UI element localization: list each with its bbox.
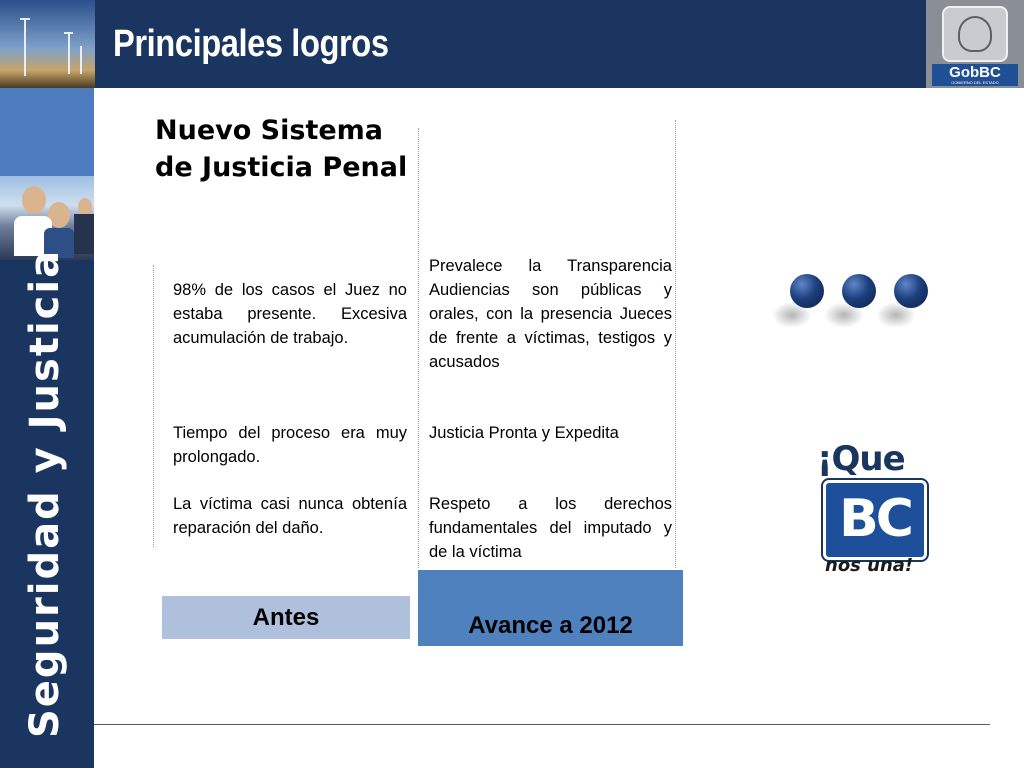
avance-label-box bbox=[418, 570, 683, 646]
page-title: Principales logros bbox=[113, 23, 389, 65]
sidebar-accent-block bbox=[0, 88, 94, 176]
antes-column-2 bbox=[173, 421, 407, 469]
antes-column-3 bbox=[173, 492, 407, 540]
avance-item: Prevalece la Transparencia Audiencias son públicas y orales, con la presencia Jueces de frente a víctimas, testigos y acusados bbox=[429, 257, 672, 371]
avance-item: Respeto a los derechos fundamentales del imputado y de la víctima bbox=[429, 495, 672, 561]
campaign-line3: nos una! bbox=[825, 555, 914, 576]
divider-middle bbox=[418, 128, 419, 568]
antes-item: Tiempo del proceso era muy prolongado. bbox=[173, 424, 407, 466]
antes-item: La víctima casi nunca obtenía reparación del daño. bbox=[173, 495, 407, 537]
divider-left bbox=[153, 265, 154, 547]
campaign-line1: ¡Que bbox=[817, 439, 905, 479]
divider-right bbox=[675, 120, 676, 568]
avance-column bbox=[429, 254, 672, 374]
antes-label: Antes bbox=[162, 596, 410, 639]
avance-column-2 bbox=[429, 421, 672, 445]
gobbc-logo bbox=[926, 0, 1024, 88]
logo-subtitle: GOBIERNO DEL ESTADO bbox=[951, 80, 999, 85]
blue-dots-decoration-icon bbox=[780, 268, 940, 338]
avance-label: Avance a 2012 bbox=[468, 612, 633, 639]
antes-column bbox=[173, 278, 407, 350]
wind-turbine-photo bbox=[0, 0, 95, 88]
footer-rule bbox=[94, 724, 990, 725]
government-seal-icon bbox=[942, 6, 1008, 62]
avance-item: Justicia Pronta y Expedita bbox=[429, 424, 619, 442]
section-title: Nuevo Sistema de Justicia Penal bbox=[155, 115, 408, 183]
que-bc-campaign-logo bbox=[815, 440, 925, 580]
avance-column-3 bbox=[429, 492, 672, 564]
people-photo bbox=[0, 176, 94, 260]
logo-brand: GobBC bbox=[949, 64, 1001, 81]
antes-item: 98% de los casos el Juez no estaba presente. Excesiva acumulación de trabajo. bbox=[173, 281, 407, 347]
sidebar-vertical-label: Seguridad y Justicia bbox=[22, 248, 68, 738]
campaign-line2: BC bbox=[839, 489, 911, 549]
